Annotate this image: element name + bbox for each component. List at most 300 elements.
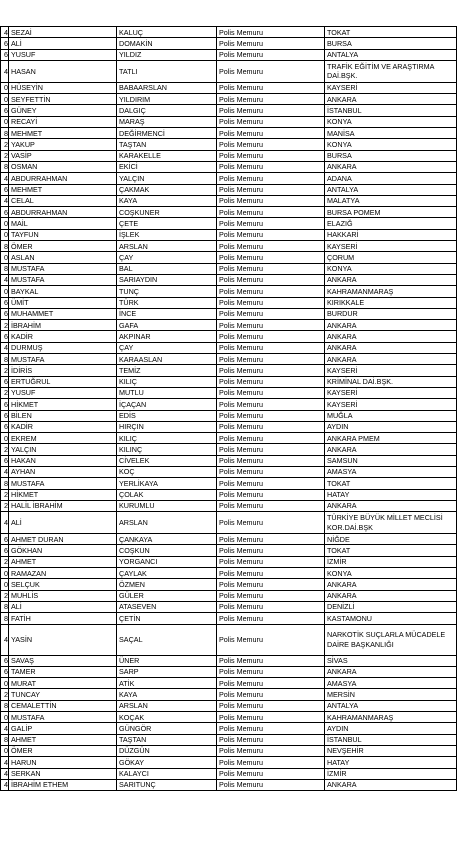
cell-title: Polis Memuru: [217, 768, 325, 779]
cell-last-name: AKPINAR: [117, 331, 217, 342]
cell-unit: ELAZIĞ: [325, 218, 457, 229]
cell-row-number: 8: [1, 601, 9, 612]
cell-unit: KONYA: [325, 116, 457, 127]
cell-row-number: 4: [1, 757, 9, 768]
cell-row-number: 0: [1, 433, 9, 444]
cell-unit: MANİSA: [325, 128, 457, 139]
cell-unit: KAYSERİ: [325, 365, 457, 376]
table-row: [1, 500, 457, 511]
cell-last-name: GÖKAY: [117, 757, 217, 768]
cell-first-name: MUSTAFA: [9, 354, 117, 365]
table-row: [1, 184, 457, 195]
cell-first-name: ALİ: [9, 38, 117, 49]
cell-last-name: KAYA: [117, 195, 217, 206]
cell-last-name: YILDIRIM: [117, 94, 217, 105]
cell-last-name: ÇETE: [117, 218, 217, 229]
cell-unit: NEVŞEHİR: [325, 745, 457, 756]
cell-last-name: YILDIZ: [117, 49, 217, 60]
cell-first-name: SEYFETTİN: [9, 94, 117, 105]
table-row: [1, 489, 457, 500]
cell-unit: KONYA: [325, 139, 457, 150]
cell-unit: TRAFİK EĞİTİM VE ARAŞTIRMA DAİ.BŞK.: [325, 60, 457, 82]
cell-unit: ANKARA: [325, 500, 457, 511]
cell-title: Polis Memuru: [217, 116, 325, 127]
cell-first-name: ASLAN: [9, 252, 117, 263]
cell-row-number: 4: [1, 466, 9, 477]
table-row: [1, 455, 457, 466]
cell-first-name: TAMER: [9, 666, 117, 677]
table-row: [1, 757, 457, 768]
cell-row-number: 2: [1, 139, 9, 150]
cell-first-name: HÜSEYİN: [9, 82, 117, 93]
cell-unit: AYDIN: [325, 723, 457, 734]
cell-first-name: GALİP: [9, 723, 117, 734]
cell-first-name: AHMET: [9, 734, 117, 745]
cell-unit: ANKARA: [325, 94, 457, 105]
cell-unit: KAYSERİ: [325, 399, 457, 410]
cell-row-number: 2: [1, 590, 9, 601]
cell-row-number: 2: [1, 365, 9, 376]
cell-title: Polis Memuru: [217, 489, 325, 500]
table-row: [1, 655, 457, 666]
cell-row-number: 4: [1, 27, 9, 38]
cell-title: Polis Memuru: [217, 241, 325, 252]
cell-first-name: HİKMET: [9, 489, 117, 500]
cell-last-name: KILIÇ: [117, 433, 217, 444]
cell-unit: HAKKARİ: [325, 229, 457, 240]
cell-unit: KAYSERİ: [325, 241, 457, 252]
cell-row-number: 6: [1, 545, 9, 556]
cell-title: Polis Memuru: [217, 376, 325, 387]
cell-first-name: BİLEN: [9, 410, 117, 421]
cell-last-name: EKİCİ: [117, 161, 217, 172]
cell-first-name: HALİL İBRAHİM: [9, 500, 117, 511]
table-row: [1, 678, 457, 689]
cell-title: Polis Memuru: [217, 27, 325, 38]
cell-title: Polis Memuru: [217, 421, 325, 432]
table-row: [1, 613, 457, 624]
cell-last-name: ÇAKMAK: [117, 184, 217, 195]
cell-title: Polis Memuru: [217, 331, 325, 342]
cell-title: Polis Memuru: [217, 161, 325, 172]
cell-row-number: 2: [1, 689, 9, 700]
table-row: [1, 116, 457, 127]
table-row: [1, 734, 457, 745]
table-row: [1, 286, 457, 297]
cell-title: Polis Memuru: [217, 207, 325, 218]
cell-row-number: 0: [1, 678, 9, 689]
cell-row-number: 2: [1, 150, 9, 161]
cell-last-name: KALUÇ: [117, 27, 217, 38]
cell-title: Polis Memuru: [217, 410, 325, 421]
cell-last-name: İÇAÇAN: [117, 399, 217, 410]
cell-unit: İSTANBUL: [325, 105, 457, 116]
cell-title: Polis Memuru: [217, 590, 325, 601]
table-row: [1, 82, 457, 93]
table-row: [1, 139, 457, 150]
cell-last-name: YORGANCI: [117, 556, 217, 567]
cell-last-name: İŞLEK: [117, 229, 217, 240]
cell-title: Polis Memuru: [217, 139, 325, 150]
cell-title: Polis Memuru: [217, 195, 325, 206]
cell-unit: TOKAT: [325, 478, 457, 489]
cell-row-number: 8: [1, 263, 9, 274]
cell-row-number: 2: [1, 500, 9, 511]
cell-first-name: YASİN: [9, 624, 117, 655]
cell-last-name: BAL: [117, 263, 217, 274]
table-row: [1, 128, 457, 139]
table-row: [1, 207, 457, 218]
cell-unit: ANKARA: [325, 444, 457, 455]
cell-first-name: AHMET DURAN: [9, 534, 117, 545]
cell-row-number: 4: [1, 768, 9, 779]
cell-last-name: DALGIÇ: [117, 105, 217, 116]
cell-first-name: MUSTAFA: [9, 274, 117, 285]
cell-title: Polis Memuru: [217, 534, 325, 545]
cell-title: Polis Memuru: [217, 297, 325, 308]
table-row: [1, 49, 457, 60]
cell-title: Polis Memuru: [217, 128, 325, 139]
cell-first-name: SERKAN: [9, 768, 117, 779]
cell-row-number: 4: [1, 173, 9, 184]
cell-title: Polis Memuru: [217, 150, 325, 161]
cell-first-name: KADİR: [9, 331, 117, 342]
cell-title: Polis Memuru: [217, 757, 325, 768]
cell-first-name: ÖMER: [9, 241, 117, 252]
cell-row-number: 2: [1, 387, 9, 398]
cell-last-name: TEMİZ: [117, 365, 217, 376]
cell-row-number: 6: [1, 308, 9, 319]
cell-last-name: GAFA: [117, 320, 217, 331]
cell-title: Polis Memuru: [217, 94, 325, 105]
table-row: [1, 745, 457, 756]
cell-last-name: KARAASLAN: [117, 354, 217, 365]
table-row: [1, 387, 457, 398]
cell-first-name: GÜNEY: [9, 105, 117, 116]
cell-first-name: BAYKAL: [9, 286, 117, 297]
cell-unit: İZMİR: [325, 556, 457, 567]
cell-row-number: 0: [1, 568, 9, 579]
cell-first-name: CEMALETTİN: [9, 700, 117, 711]
cell-row-number: 6: [1, 666, 9, 677]
cell-row-number: 4: [1, 723, 9, 734]
cell-first-name: MUHLİS: [9, 590, 117, 601]
cell-unit: ANKARA: [325, 161, 457, 172]
table-row: [1, 712, 457, 723]
cell-last-name: ÇETİN: [117, 613, 217, 624]
cell-row-number: 8: [1, 241, 9, 252]
cell-first-name: MUSTAFA: [9, 712, 117, 723]
cell-first-name: ERTUĞRUL: [9, 376, 117, 387]
cell-last-name: ATASEVEN: [117, 601, 217, 612]
cell-unit: AYDIN: [325, 421, 457, 432]
cell-title: Polis Memuru: [217, 274, 325, 285]
cell-title: Polis Memuru: [217, 466, 325, 477]
table-row: [1, 241, 457, 252]
cell-row-number: 0: [1, 82, 9, 93]
cell-last-name: ÇANKAYA: [117, 534, 217, 545]
cell-first-name: MEHMET: [9, 184, 117, 195]
table-row: [1, 308, 457, 319]
cell-last-name: DEĞİRMENCİ: [117, 128, 217, 139]
cell-first-name: YALÇIN: [9, 444, 117, 455]
cell-row-number: 2: [1, 556, 9, 567]
cell-title: Polis Memuru: [217, 624, 325, 655]
cell-row-number: 8: [1, 161, 9, 172]
cell-title: Polis Memuru: [217, 655, 325, 666]
cell-last-name: SAÇAL: [117, 624, 217, 655]
table-row: [1, 27, 457, 38]
table-row: [1, 478, 457, 489]
table-row: [1, 666, 457, 677]
cell-first-name: MURAT: [9, 678, 117, 689]
cell-row-number: 2: [1, 320, 9, 331]
cell-last-name: MUTLU: [117, 387, 217, 398]
cell-title: Polis Memuru: [217, 779, 325, 790]
cell-last-name: ATİK: [117, 678, 217, 689]
cell-unit: MALATYA: [325, 195, 457, 206]
table-row: [1, 297, 457, 308]
cell-title: Polis Memuru: [217, 320, 325, 331]
cell-first-name: YUSUF: [9, 49, 117, 60]
cell-unit: NARKOTİK SUÇLARLA MÜCADELE DAİRE BAŞKANLIĞI: [325, 624, 457, 655]
cell-first-name: MEHMET: [9, 128, 117, 139]
table-row: [1, 568, 457, 579]
cell-title: Polis Memuru: [217, 613, 325, 624]
cell-first-name: ABDURRAHMAN: [9, 207, 117, 218]
cell-unit: TOKAT: [325, 27, 457, 38]
table-row: [1, 173, 457, 184]
cell-unit: MERSİN: [325, 689, 457, 700]
cell-unit: ANKARA: [325, 354, 457, 365]
table-row: [1, 320, 457, 331]
cell-unit: ANKARA: [325, 666, 457, 677]
table-row: [1, 354, 457, 365]
cell-unit: TÜRKİYE BÜYÜK MİLLET MECLİSİ KOR.DAİ.BŞK: [325, 512, 457, 534]
cell-title: Polis Memuru: [217, 433, 325, 444]
cell-last-name: ÜNER: [117, 655, 217, 666]
table-row: [1, 700, 457, 711]
table-row: [1, 150, 457, 161]
table-row: [1, 779, 457, 790]
table-row: [1, 195, 457, 206]
cell-unit: HATAY: [325, 757, 457, 768]
table-row: [1, 421, 457, 432]
table-row: [1, 218, 457, 229]
cell-unit: NİĞDE: [325, 534, 457, 545]
cell-row-number: 2: [1, 444, 9, 455]
cell-last-name: DOMAKİN: [117, 38, 217, 49]
cell-last-name: ARSLAN: [117, 700, 217, 711]
cell-last-name: İNCE: [117, 308, 217, 319]
cell-last-name: TUNÇ: [117, 286, 217, 297]
table-row: [1, 512, 457, 534]
cell-unit: AMASYA: [325, 466, 457, 477]
cell-title: Polis Memuru: [217, 723, 325, 734]
table-row: [1, 590, 457, 601]
cell-title: Polis Memuru: [217, 60, 325, 82]
cell-title: Polis Memuru: [217, 354, 325, 365]
cell-unit: ANKARA: [325, 779, 457, 790]
cell-first-name: MUSTAFA: [9, 478, 117, 489]
cell-last-name: ÇAY: [117, 252, 217, 263]
cell-last-name: MARAŞ: [117, 116, 217, 127]
cell-first-name: MAİL: [9, 218, 117, 229]
cell-first-name: TUNCAY: [9, 689, 117, 700]
cell-row-number: 0: [1, 579, 9, 590]
cell-row-number: 4: [1, 624, 9, 655]
cell-unit: ANKARA: [325, 320, 457, 331]
cell-last-name: COŞKUN: [117, 545, 217, 556]
cell-first-name: ÜMİT: [9, 297, 117, 308]
cell-row-number: 0: [1, 252, 9, 263]
cell-title: Polis Memuru: [217, 712, 325, 723]
cell-first-name: RECAYİ: [9, 116, 117, 127]
cell-first-name: ALİ: [9, 601, 117, 612]
cell-first-name: İBRAHİM: [9, 320, 117, 331]
cell-unit: BURSA POMEM: [325, 207, 457, 218]
cell-first-name: HARUN: [9, 757, 117, 768]
cell-row-number: 6: [1, 399, 9, 410]
cell-unit: ANTALYA: [325, 184, 457, 195]
cell-title: Polis Memuru: [217, 601, 325, 612]
cell-first-name: YAKUP: [9, 139, 117, 150]
cell-last-name: SARIAYDIN: [117, 274, 217, 285]
cell-row-number: 6: [1, 297, 9, 308]
cell-last-name: EDİS: [117, 410, 217, 421]
cell-row-number: 0: [1, 712, 9, 723]
table-row: [1, 601, 457, 612]
cell-last-name: TÜRK: [117, 297, 217, 308]
cell-unit: İZMİR: [325, 768, 457, 779]
cell-first-name: HAKAN: [9, 455, 117, 466]
cell-unit: İSTANBUL: [325, 734, 457, 745]
cell-row-number: 6: [1, 38, 9, 49]
cell-first-name: CELAL: [9, 195, 117, 206]
cell-last-name: KARAKELLE: [117, 150, 217, 161]
cell-first-name: VASİP: [9, 150, 117, 161]
cell-row-number: 6: [1, 410, 9, 421]
cell-first-name: KADİR: [9, 421, 117, 432]
cell-row-number: 6: [1, 105, 9, 116]
table-row: [1, 545, 457, 556]
cell-title: Polis Memuru: [217, 387, 325, 398]
cell-last-name: KILIÇ: [117, 376, 217, 387]
cell-unit: DENİZLİ: [325, 601, 457, 612]
cell-row-number: 4: [1, 195, 9, 206]
cell-first-name: HİKMET: [9, 399, 117, 410]
cell-last-name: GÜNGÖR: [117, 723, 217, 734]
cell-row-number: 0: [1, 218, 9, 229]
cell-title: Polis Memuru: [217, 689, 325, 700]
cell-row-number: 0: [1, 116, 9, 127]
personnel-table: [0, 26, 457, 791]
cell-last-name: YALÇIN: [117, 173, 217, 184]
cell-row-number: 0: [1, 94, 9, 105]
cell-unit: TOKAT: [325, 545, 457, 556]
cell-last-name: ÇAY: [117, 342, 217, 353]
table-row: [1, 376, 457, 387]
cell-unit: ANTALYA: [325, 700, 457, 711]
cell-unit: HATAY: [325, 489, 457, 500]
cell-title: Polis Memuru: [217, 218, 325, 229]
cell-unit: SAMSUN: [325, 455, 457, 466]
table-row: [1, 60, 457, 82]
table-row: [1, 689, 457, 700]
cell-first-name: SEZAİ: [9, 27, 117, 38]
cell-last-name: KURUMLU: [117, 500, 217, 511]
cell-first-name: FATİH: [9, 613, 117, 624]
cell-title: Polis Memuru: [217, 512, 325, 534]
table-row: [1, 466, 457, 477]
cell-title: Polis Memuru: [217, 455, 325, 466]
cell-first-name: MUSTAFA: [9, 263, 117, 274]
cell-row-number: 4: [1, 60, 9, 82]
cell-last-name: TAŞTAN: [117, 734, 217, 745]
table-row: [1, 105, 457, 116]
cell-last-name: ARSLAN: [117, 512, 217, 534]
cell-last-name: SARITUNÇ: [117, 779, 217, 790]
cell-title: Polis Memuru: [217, 745, 325, 756]
cell-first-name: AHMET: [9, 556, 117, 567]
cell-unit: BURSA: [325, 38, 457, 49]
cell-unit: ADANA: [325, 173, 457, 184]
cell-unit: ÇORUM: [325, 252, 457, 263]
cell-last-name: YERLİKAYA: [117, 478, 217, 489]
table-row: [1, 410, 457, 421]
cell-row-number: 0: [1, 229, 9, 240]
cell-last-name: ÇAYLAK: [117, 568, 217, 579]
cell-unit: AMASYA: [325, 678, 457, 689]
cell-unit: KONYA: [325, 568, 457, 579]
cell-title: Polis Memuru: [217, 478, 325, 489]
table-row: [1, 342, 457, 353]
cell-first-name: SELÇUK: [9, 579, 117, 590]
table-row: [1, 579, 457, 590]
cell-unit: BURSA: [325, 150, 457, 161]
cell-title: Polis Memuru: [217, 342, 325, 353]
cell-last-name: KILINÇ: [117, 444, 217, 455]
cell-unit: ANKARA: [325, 342, 457, 353]
table-row: [1, 723, 457, 734]
cell-last-name: ÇOLAK: [117, 489, 217, 500]
cell-row-number: 6: [1, 207, 9, 218]
cell-title: Polis Memuru: [217, 500, 325, 511]
cell-first-name: AYHAN: [9, 466, 117, 477]
cell-unit: ANKARA: [325, 579, 457, 590]
table-row: [1, 161, 457, 172]
cell-first-name: OSMAN: [9, 161, 117, 172]
cell-title: Polis Memuru: [217, 38, 325, 49]
table-row: [1, 365, 457, 376]
cell-first-name: ABDURRAHMAN: [9, 173, 117, 184]
cell-first-name: İBRAHİM ETHEM: [9, 779, 117, 790]
cell-unit: ANKARA: [325, 331, 457, 342]
cell-first-name: HASAN: [9, 60, 117, 82]
cell-title: Polis Memuru: [217, 666, 325, 677]
cell-last-name: TATLI: [117, 60, 217, 82]
cell-last-name: KALAYCI: [117, 768, 217, 779]
cell-unit: BURDUR: [325, 308, 457, 319]
cell-title: Polis Memuru: [217, 556, 325, 567]
cell-row-number: 6: [1, 331, 9, 342]
table-row: [1, 331, 457, 342]
cell-unit: KAYSERİ: [325, 387, 457, 398]
cell-row-number: 0: [1, 286, 9, 297]
cell-last-name: KAYA: [117, 689, 217, 700]
cell-row-number: 4: [1, 274, 9, 285]
cell-title: Polis Memuru: [217, 444, 325, 455]
